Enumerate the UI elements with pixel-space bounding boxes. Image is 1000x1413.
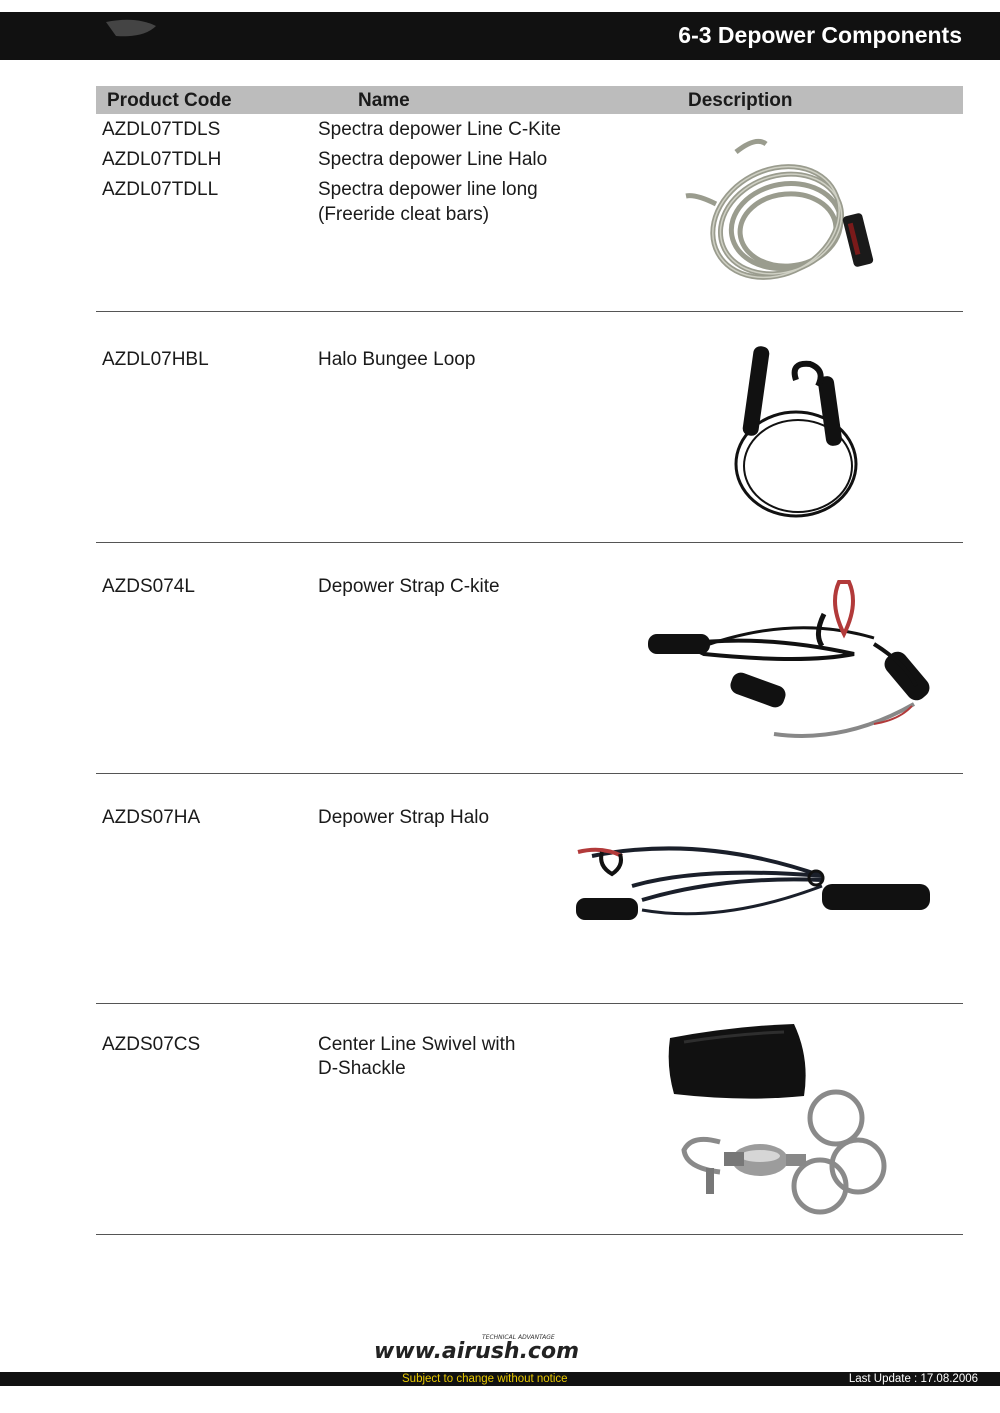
column-name: Name <box>358 90 410 111</box>
product-code: AZDS074L <box>102 576 195 597</box>
product-code: AZDL07HBL <box>102 349 209 370</box>
depower-strap-ckite-image <box>644 574 936 750</box>
section-title: 6-3 Depower Components <box>678 22 962 48</box>
row-divider <box>96 542 963 543</box>
product-name: (Freeride cleat bars) <box>318 204 490 225</box>
column-description: Description <box>688 90 793 111</box>
bungee-loop-image <box>726 336 866 526</box>
depower-strap-halo-image <box>572 836 934 928</box>
product-name: Depower Strap C-kite <box>318 576 500 597</box>
column-product-code: Product Code <box>107 90 232 111</box>
change-notice: Subject to change without notice <box>402 1373 568 1385</box>
product-name: D-Shackle <box>318 1058 406 1079</box>
website-logo <box>370 1330 630 1364</box>
header-bar <box>0 12 1000 60</box>
product-code: AZDS07CS <box>102 1034 201 1055</box>
product-name: Spectra depower Line C-Kite <box>318 119 561 140</box>
product-code: AZDS07HA <box>102 807 201 828</box>
product-code: AZDL07TDLS <box>102 119 221 140</box>
row-divider <box>96 1234 963 1235</box>
product-name: Spectra depower line long <box>318 179 538 200</box>
row-divider <box>96 1003 963 1004</box>
airush-logo <box>36 18 236 54</box>
product-name: Halo Bungee Loop <box>318 349 476 370</box>
product-code: AZDL07TDLL <box>102 179 219 200</box>
product-code: AZDL07TDLH <box>102 149 222 170</box>
product-name: Center Line Swivel with <box>318 1034 516 1055</box>
footer-bar <box>0 1372 1000 1386</box>
row-divider <box>96 773 963 774</box>
product-name: Spectra depower Line Halo <box>318 149 548 170</box>
rope-coil-image <box>676 134 896 300</box>
svg-text:TECHNICAL ADVANTAGE: TECHNICAL ADVANTAGE <box>482 1334 555 1341</box>
swivel-shackle-image <box>664 1018 894 1224</box>
product-name: Depower Strap Halo <box>318 807 490 828</box>
table-header <box>96 86 963 114</box>
svg-text:www.airush.com: www.airush.com <box>374 1339 580 1364</box>
row-divider <box>96 311 963 312</box>
last-update: Last Update : 17.08.2006 <box>848 1373 978 1385</box>
